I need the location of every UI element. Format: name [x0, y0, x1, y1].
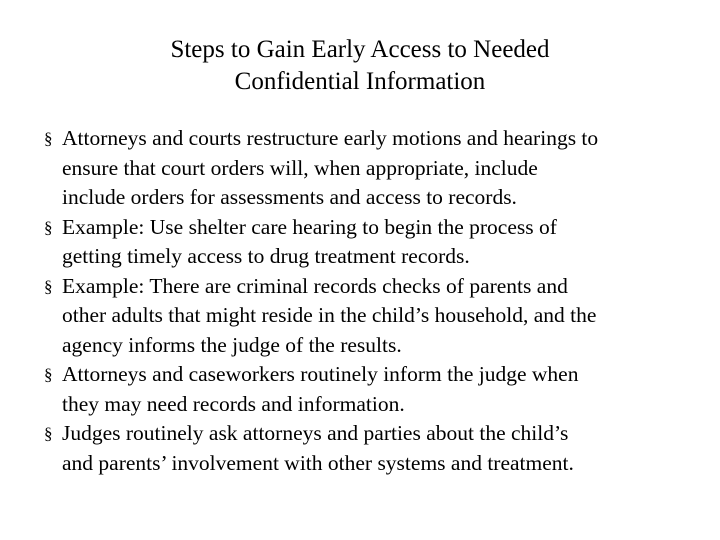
- bullet-marker-icon: §: [44, 365, 53, 384]
- bullet-line: getting timely access to drug treatment records.: [62, 244, 470, 268]
- bullet-item: [44, 124, 684, 213]
- bullet-line: other adults that might reside in the child’s household, and the: [62, 303, 597, 327]
- title-line: Confidential Information: [234, 68, 486, 95]
- bullet-marker-icon: §: [44, 424, 53, 443]
- bullet-item: [44, 360, 684, 419]
- slide-title: [0, 34, 720, 98]
- bullet-line: and parents’ involvement with other systems and treatment.: [62, 450, 574, 475]
- bullet-item: [44, 272, 684, 361]
- bullet-line: Example: Use shelter care hearing to begin the process of: [62, 214, 557, 239]
- bullet-line: ensure that court orders will, when appropriate, include: [62, 155, 538, 180]
- title-line: Steps to Gain Early Access to Needed: [170, 36, 550, 63]
- bullet-item: [44, 419, 684, 478]
- bullet-line: Example: There are criminal records checks of parents and: [62, 273, 568, 298]
- bullet-item: [44, 213, 684, 272]
- bullet-marker-icon: §: [44, 217, 53, 237]
- bullet-line: include orders for assessments and access to records.: [62, 185, 517, 209]
- bullet-line: Attorneys and courts restructure early motions and hearings to: [62, 126, 599, 150]
- bullet-marker-icon: §: [44, 276, 53, 296]
- bullet-line: they may need records and information.: [62, 391, 405, 416]
- bullet-line: Judges routinely ask attorneys and parties about the child’s: [62, 421, 569, 445]
- bullet-list: [44, 124, 684, 478]
- bullet-line: agency informs the judge of the results.: [62, 332, 402, 357]
- bullet-line: Attorneys and caseworkers routinely inform the judge when: [62, 362, 579, 386]
- bullet-marker-icon: §: [44, 129, 53, 148]
